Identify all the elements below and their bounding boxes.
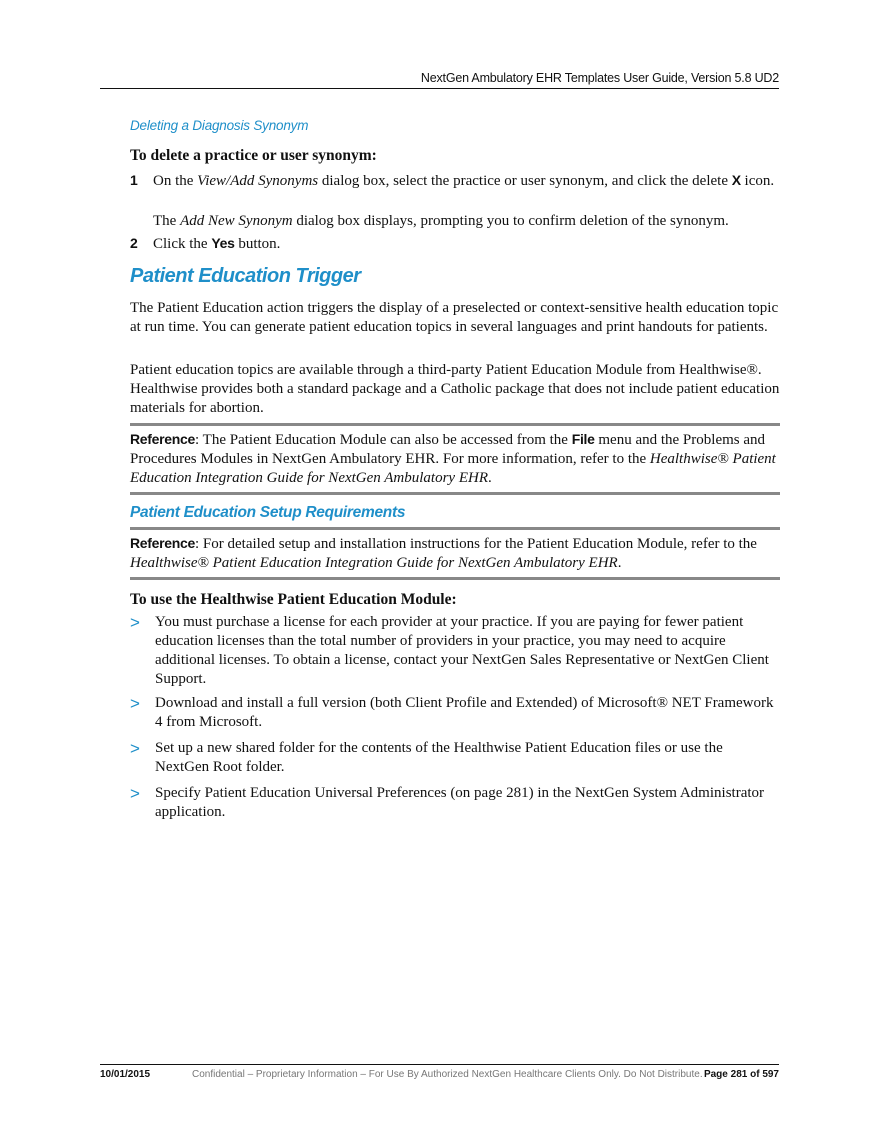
step-text-part: icon. (740, 173, 775, 189)
list-item-text: Specify Patient Education Universal Preferences (on page 281) in the NextGen System Administrator application. (155, 785, 765, 820)
subsection-heading-deleting-synonym: Deleting a Diagnosis Synonym (130, 118, 309, 133)
step-2 (130, 234, 780, 254)
step-text-part: On the (153, 173, 198, 189)
footer-date: 10/01/2015 (100, 1069, 151, 1080)
chevron-right-icon: > (130, 694, 140, 713)
chevron-right-icon: > (130, 739, 140, 758)
reference-text-part: . (617, 555, 622, 571)
chevron-right-icon: > (130, 613, 140, 632)
footer-confidential-notice: Confidential – Proprietary Information – For Use By Authorized NextGen Healthcare Clients Only. Do Not Distribute. (192, 1069, 703, 1080)
dialog-name: View/Add Synonyms (197, 173, 319, 189)
reference-label: Reference (130, 431, 196, 447)
procedure-title-delete: To delete a practice or user synonym: (130, 147, 377, 164)
step-1-note (130, 212, 780, 231)
reference-text-part: : For detailed setup and installation instructions for the Patient Education Module, refer to the (195, 536, 757, 552)
guide-title: Healthwise® Patient Education Integration Guide for NextGen Ambulatory EHR (130, 555, 618, 571)
list-item (130, 784, 780, 822)
dialog-name: Add New Synonym (180, 213, 293, 229)
step-text (153, 171, 780, 191)
list-item (130, 694, 780, 732)
header-divider (100, 88, 779, 89)
yes-button-label: Yes (211, 235, 235, 251)
reference-label: Reference (130, 535, 196, 551)
reference-box-setup (130, 527, 780, 580)
step-1 (130, 171, 780, 191)
paragraph-intro: The Patient Education action triggers the display of a preselected or context-sensitive health education topic at run time. You can generate patient education topics in several languages and print handouts for patients. (130, 300, 779, 335)
reference-box-file-menu (130, 423, 780, 495)
reference-text (130, 426, 780, 492)
reference-text-part: . (488, 470, 492, 486)
section-heading-patient-education-trigger: Patient Education Trigger (130, 265, 361, 287)
chevron-right-icon: > (130, 784, 140, 803)
delete-x-icon: X (731, 172, 741, 188)
reference-text-part: menu and the Problems and Procedures Modules in NextGen Ambulatory EHR. For more information, refer to the (130, 432, 766, 467)
step-text-part: dialog box displays, prompting you to confirm deletion of the synonym. (292, 213, 729, 229)
list-item-text: Set up a new shared folder for the contents of the Healthwise Patient Education files or use the NextGen Root folder. (155, 740, 723, 775)
step-text-part: The (153, 213, 181, 229)
footer-divider (100, 1064, 779, 1065)
step-text (153, 234, 780, 254)
footer-page-number: Page 281 of 597 (703, 1069, 779, 1080)
step-text-part: button. (234, 236, 281, 252)
list-item (130, 613, 780, 689)
list-item-text: Download and install a full version (both Client Profile and Extended) of Microsoft® NET Framework 4 from Microsoft. (155, 695, 774, 730)
file-menu-label: File (571, 431, 595, 447)
step-number: 1 (130, 172, 138, 188)
reference-text (130, 530, 780, 577)
procedure-title-use-module: To use the Healthwise Patient Education Module: (130, 591, 457, 608)
paragraph-healthwise: Patient education topics are available through a third-party Patient Education Module from Healthwise®. Healthwise provides both a standard package and a Catholic package that does not include patient education materials for abortion. (130, 362, 780, 416)
running-header: NextGen Ambulatory EHR Templates User Guide, Version 5.8 UD2 (420, 71, 779, 85)
step-note-text (153, 212, 780, 231)
list-item (130, 739, 780, 777)
guide-title: Healthwise® Patient Education Integration Guide for NextGen Ambulatory EHR (130, 451, 776, 486)
reference-text-part: : The Patient Education Module can also be accessed from the (195, 432, 572, 448)
step-text-part: Click the (153, 236, 212, 252)
list-item-text: You must purchase a license for each provider at your practice. If you are paying for fewer patient education licenses than the total number of providers in your practice, you may need to acquire additional licenses. To obtain a license, contact your NextGen Sales Representative or NextGen Client Support. (155, 614, 769, 687)
step-number: 2 (130, 235, 138, 251)
subsection-heading-setup-requirements: Patient Education Setup Requirements (130, 504, 406, 521)
step-text-part: dialog box, select the practice or user synonym, and click the delete (318, 173, 732, 189)
